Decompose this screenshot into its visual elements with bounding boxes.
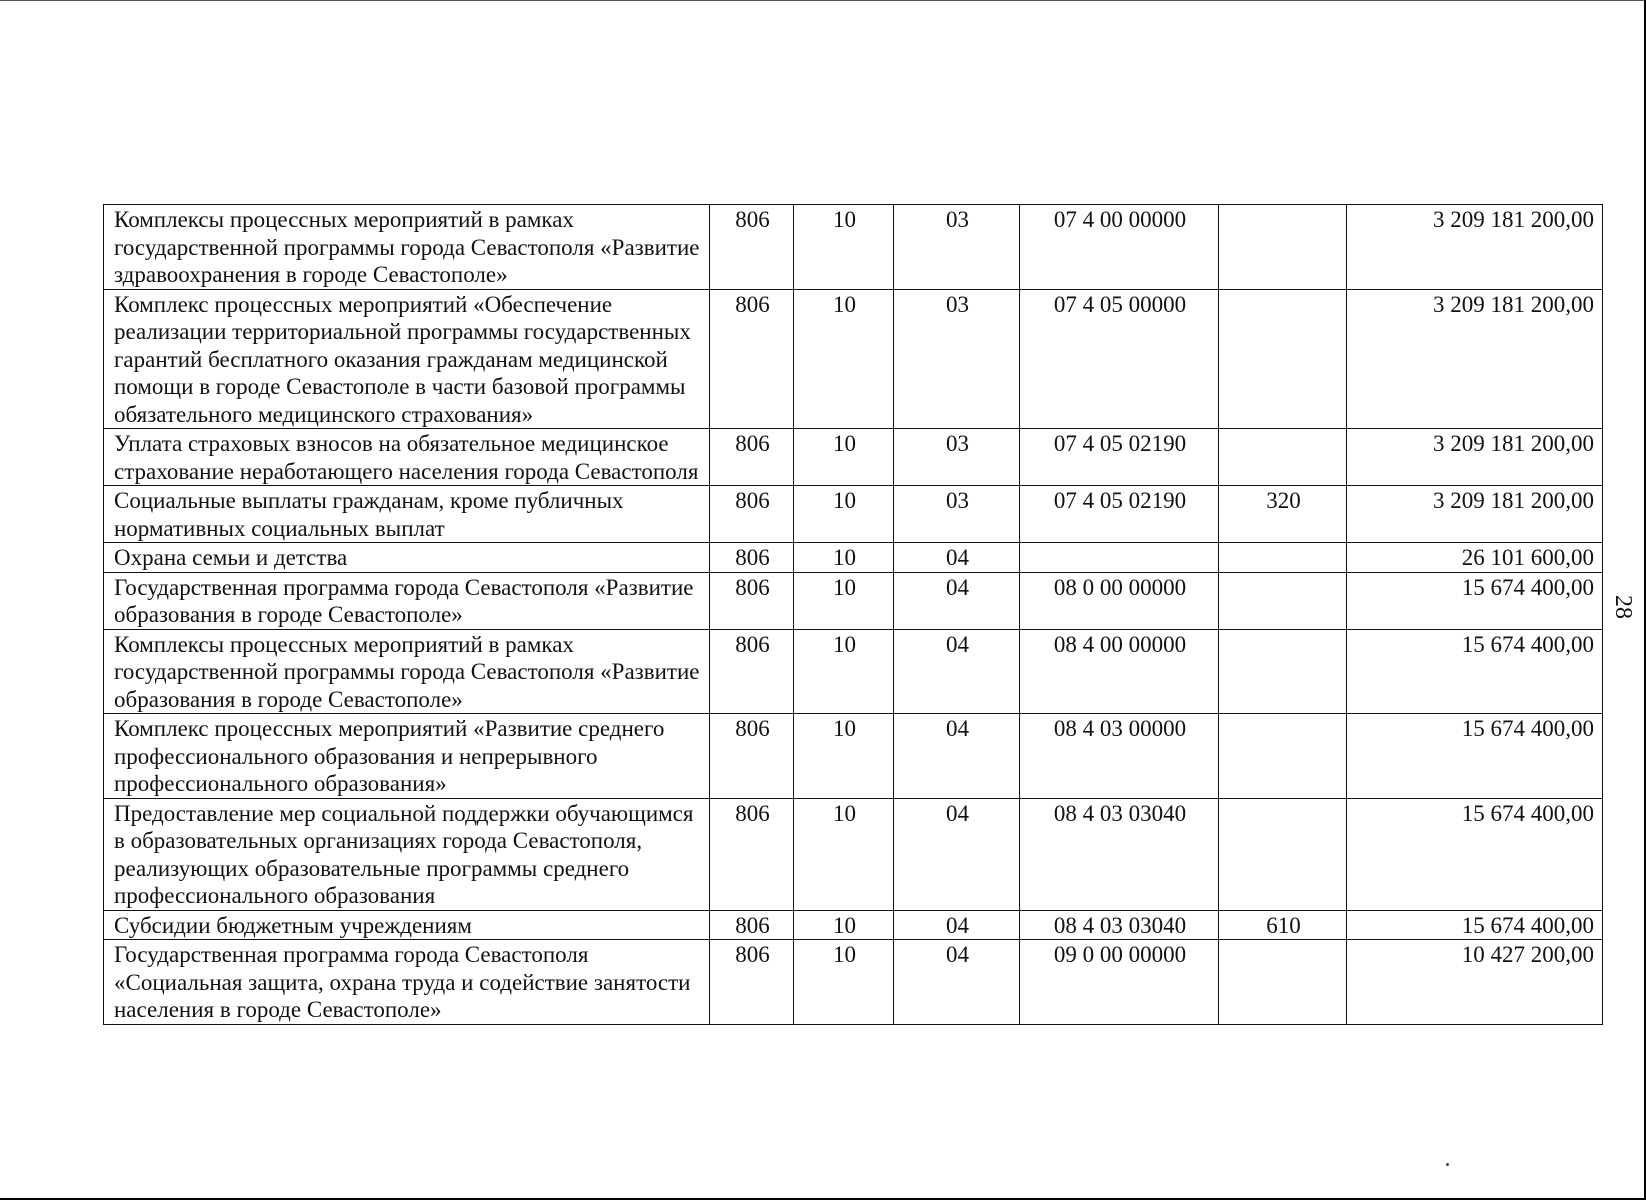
cell-ved: 806: [710, 714, 794, 799]
cell-vr: 610: [1219, 910, 1347, 940]
cell-ved: 806: [710, 798, 794, 910]
cell-sum: 26 101 600,00: [1347, 543, 1603, 573]
cell-name: Комплекс процессных мероприятий «Обеспечение реализации территориальной программы государственных гарантий бесплатного оказания гражданам медицинской помощи в городе Севастополе в части базовой программы обязательного медицинского страхования»: [104, 289, 710, 429]
cell-pr: 03: [894, 486, 1020, 543]
cell-name: Социальные выплаты гражданам, кроме публичных нормативных социальных выплат: [104, 486, 710, 543]
cell-vr: [1219, 940, 1347, 1025]
cell-pr: 04: [894, 543, 1020, 573]
cell-rz: 10: [794, 910, 894, 940]
cell-pr: 04: [894, 940, 1020, 1025]
cell-pr: 04: [894, 910, 1020, 940]
cell-ved: 806: [710, 205, 794, 290]
cell-name: Государственная программа города Севастополя «Социальная защита, охрана труда и содействие занятости населения в городе Севастополе»: [104, 940, 710, 1025]
cell-csr: 08 0 00 00000: [1020, 572, 1219, 629]
cell-vr: [1219, 798, 1347, 910]
cell-pr: 03: [894, 289, 1020, 429]
table-row: [104, 486, 1603, 543]
cell-name: Уплата страховых взносов на обязательное медицинское страхование неработающего населения города Севастополя: [104, 429, 710, 486]
table-row: [104, 940, 1603, 1025]
cell-csr: [1020, 543, 1219, 573]
cell-ved: 806: [710, 543, 794, 573]
cell-ved: 806: [710, 572, 794, 629]
cell-rz: 10: [794, 572, 894, 629]
cell-sum: 3 209 181 200,00: [1347, 289, 1603, 429]
cell-pr: 04: [894, 798, 1020, 910]
cell-csr: 07 4 00 00000: [1020, 205, 1219, 290]
cell-vr: 320: [1219, 486, 1347, 543]
cell-name: Государственная программа города Севастополя «Развитие образования в городе Севастополе»: [104, 572, 710, 629]
table-row: [104, 289, 1603, 429]
table-row: [104, 629, 1603, 714]
cell-ved: 806: [710, 910, 794, 940]
cell-name: Предоставление мер социальной поддержки обучающимся в образовательных организациях города Севастополя, реализующих образовательные программы среднего профессионального образования: [104, 798, 710, 910]
cell-name: Комплексы процессных мероприятий в рамках государственной программы города Севастополя «Развитие образования в городе Севастополе»: [104, 629, 710, 714]
cell-name: Комплекс процессных мероприятий «Развитие среднего профессионального образования и непрерывного профессионального образования»: [104, 714, 710, 799]
cell-rz: 10: [794, 205, 894, 290]
cell-sum: 3 209 181 200,00: [1347, 429, 1603, 486]
page-top-border: [0, 0, 1646, 1]
cell-csr: 08 4 03 03040: [1020, 798, 1219, 910]
cell-csr: 07 4 05 02190: [1020, 486, 1219, 543]
cell-name: Комплексы процессных мероприятий в рамках государственной программы города Севастополя «Развитие здравоохранения в городе Севастополе»: [104, 205, 710, 290]
cell-sum: 3 209 181 200,00: [1347, 205, 1603, 290]
cell-vr: [1219, 205, 1347, 290]
cell-name: Субсидии бюджетным учреждениям: [104, 910, 710, 940]
cell-ved: 806: [710, 629, 794, 714]
cell-rz: 10: [794, 543, 894, 573]
cell-csr: 07 4 05 02190: [1020, 429, 1219, 486]
cell-rz: 10: [794, 429, 894, 486]
cell-pr: 04: [894, 629, 1020, 714]
budget-table: [103, 204, 1603, 1025]
page-number: 28: [1610, 595, 1636, 619]
cell-ved: 806: [710, 486, 794, 543]
cell-csr: 08 4 03 00000: [1020, 714, 1219, 799]
table-row: [104, 714, 1603, 799]
cell-sum: 15 674 400,00: [1347, 572, 1603, 629]
cell-rz: 10: [794, 798, 894, 910]
cell-rz: 10: [794, 629, 894, 714]
cell-csr: 07 4 05 00000: [1020, 289, 1219, 429]
table-row: [104, 205, 1603, 290]
table-row: [104, 429, 1603, 486]
cell-ved: 806: [710, 429, 794, 486]
cell-csr: 08 4 00 00000: [1020, 629, 1219, 714]
cell-vr: [1219, 289, 1347, 429]
cell-vr: [1219, 629, 1347, 714]
cell-ved: 806: [710, 289, 794, 429]
cell-vr: [1219, 543, 1347, 573]
cell-sum: 15 674 400,00: [1347, 714, 1603, 799]
scan-speck: [1446, 1163, 1449, 1166]
cell-csr: 08 4 03 03040: [1020, 910, 1219, 940]
cell-vr: [1219, 429, 1347, 486]
cell-rz: 10: [794, 486, 894, 543]
cell-ved: 806: [710, 940, 794, 1025]
cell-pr: 03: [894, 205, 1020, 290]
cell-csr: 09 0 00 00000: [1020, 940, 1219, 1025]
cell-vr: [1219, 714, 1347, 799]
cell-vr: [1219, 572, 1347, 629]
cell-rz: 10: [794, 289, 894, 429]
cell-rz: 10: [794, 940, 894, 1025]
table-row: [104, 910, 1603, 940]
table-row: [104, 543, 1603, 573]
cell-pr: 04: [894, 572, 1020, 629]
cell-name: Охрана семьи и детства: [104, 543, 710, 573]
table-row: [104, 798, 1603, 910]
cell-pr: 04: [894, 714, 1020, 799]
cell-sum: 15 674 400,00: [1347, 798, 1603, 910]
cell-sum: 15 674 400,00: [1347, 629, 1603, 714]
table-body: [104, 205, 1603, 1025]
cell-pr: 03: [894, 429, 1020, 486]
cell-sum: 3 209 181 200,00: [1347, 486, 1603, 543]
cell-sum: 15 674 400,00: [1347, 910, 1603, 940]
cell-rz: 10: [794, 714, 894, 799]
table-row: [104, 572, 1603, 629]
cell-sum: 10 427 200,00: [1347, 940, 1603, 1025]
